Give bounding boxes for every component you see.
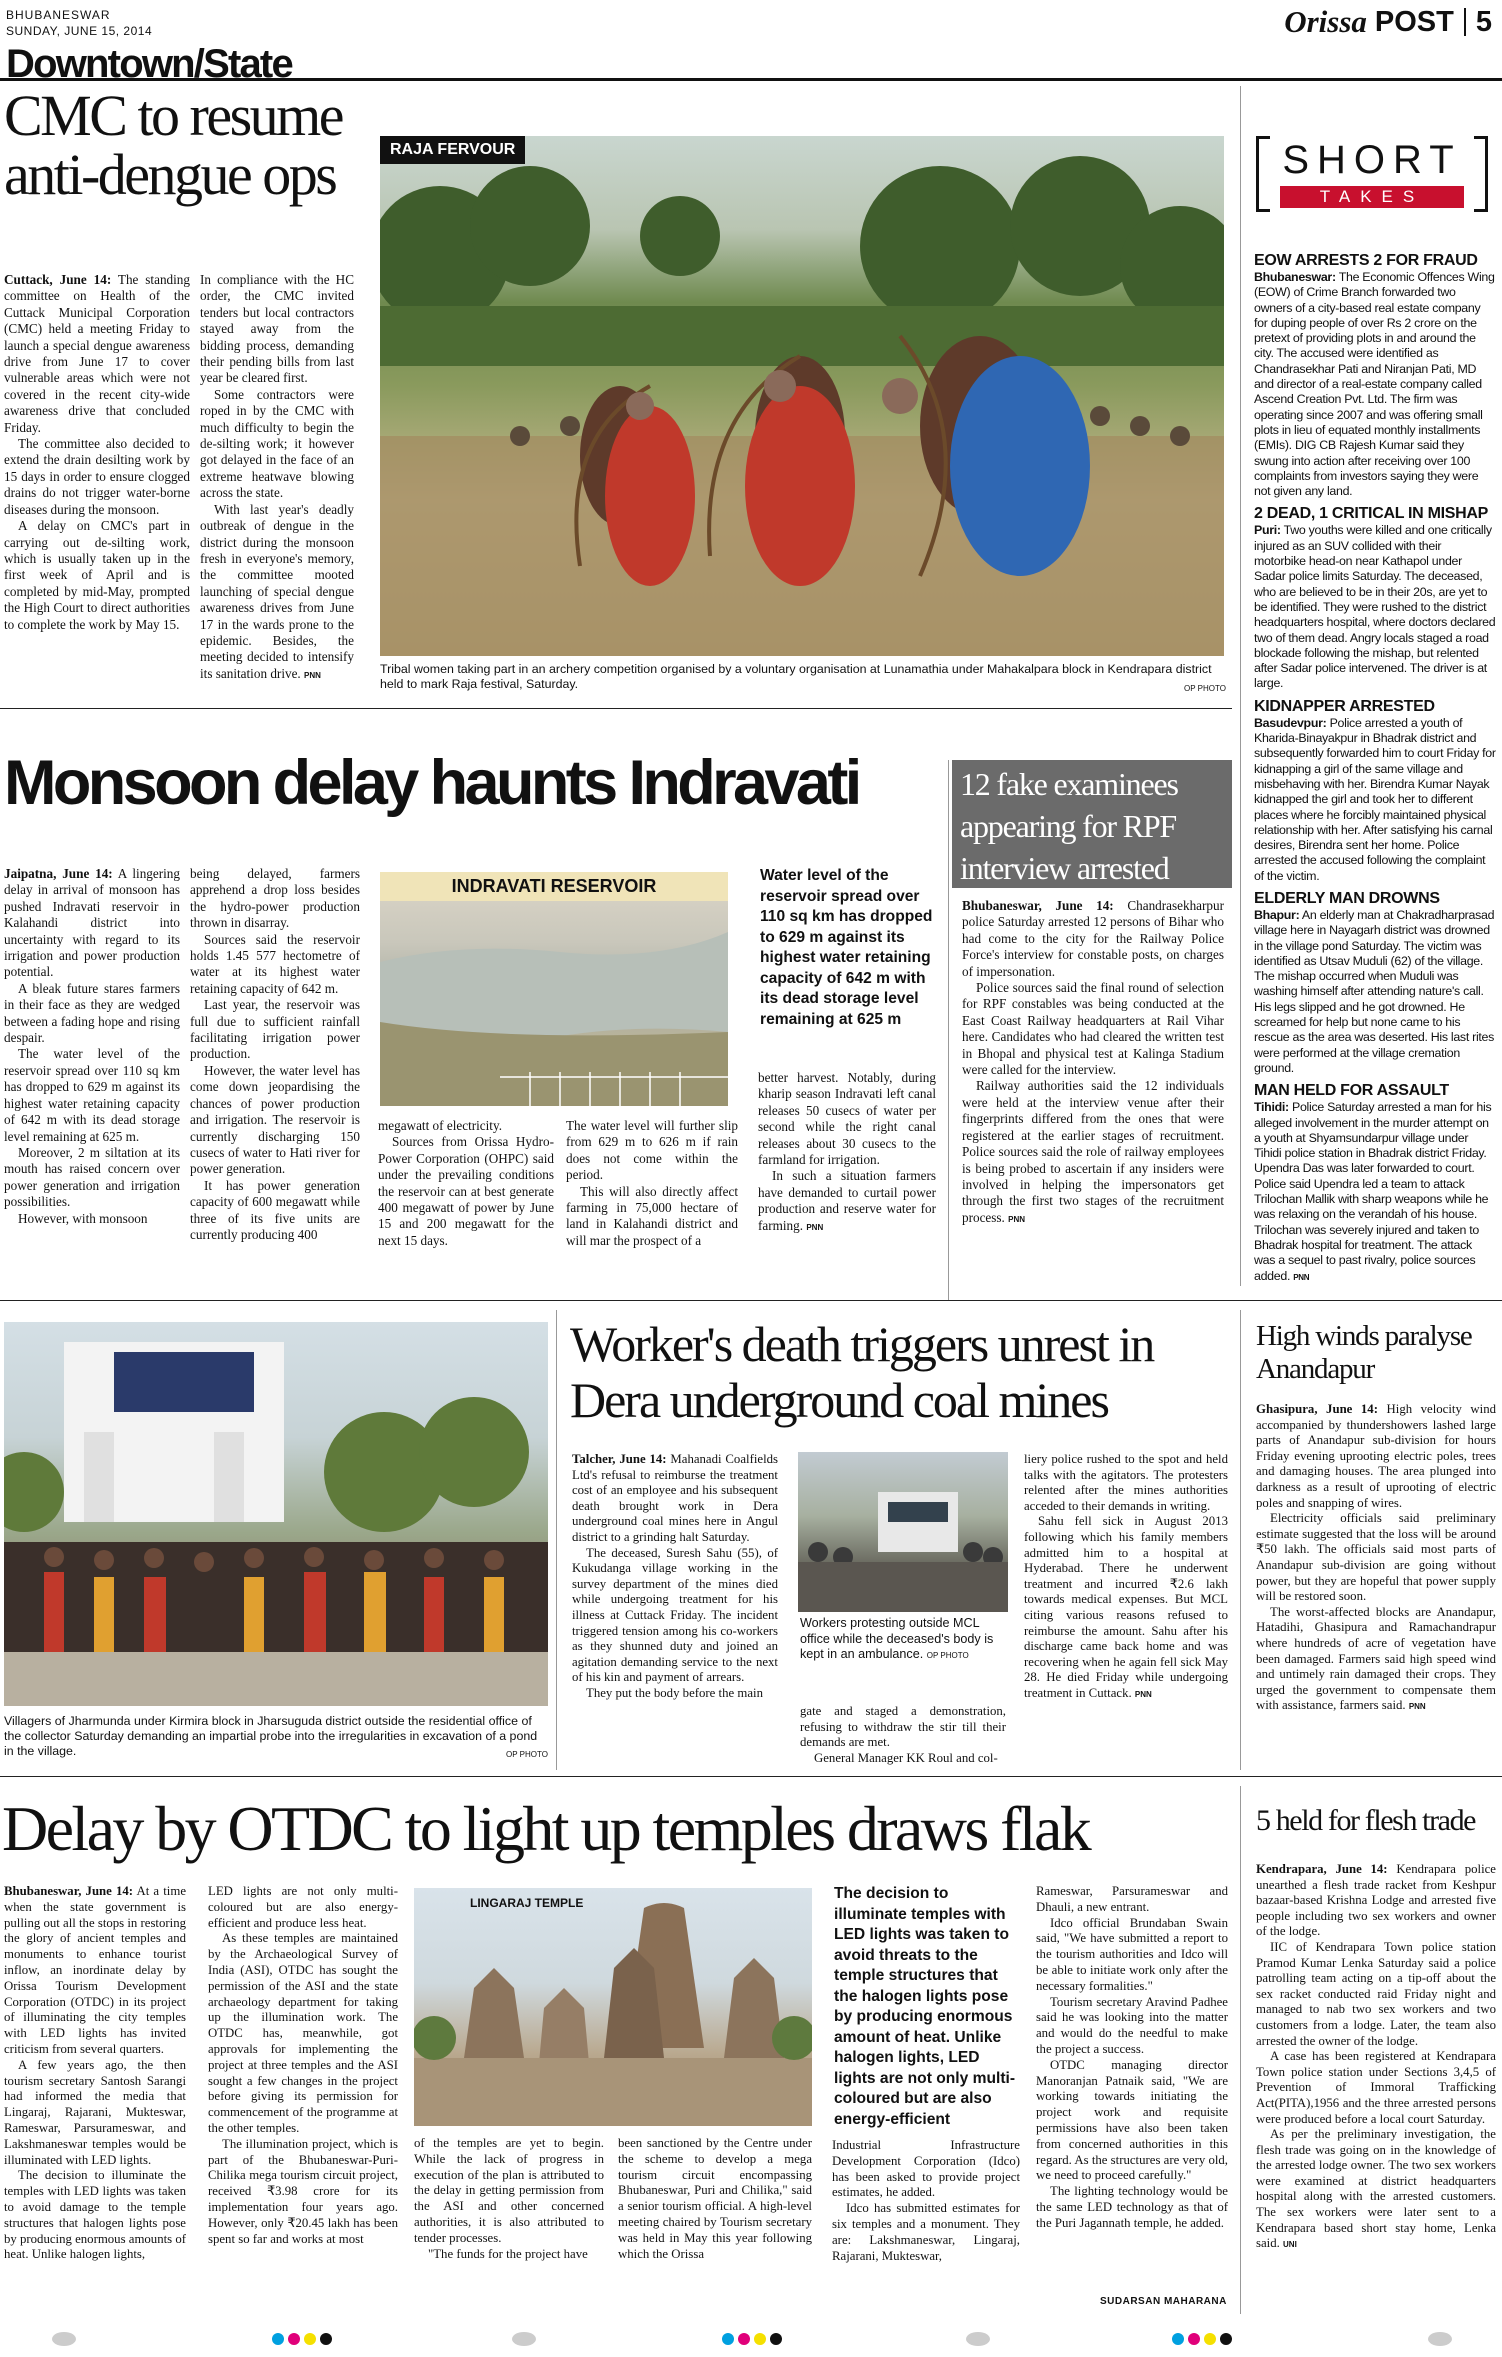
raja-caption-text: Tribal women taking part in an archery competition organised by a voluntary organisation at Lunamathia under Mahakalpara block in Kendrapara district held to mark Raja festival, Saturday. — [380, 662, 1212, 691]
dera-photo-caption-text: Workers protesting outside MCL office while the deceased's body is kept in an ambulance. — [800, 1616, 994, 1662]
short-takes-bracket-left — [1256, 136, 1270, 212]
flesh-p2: IIC of Kendrapara Town police station Pramod Kumar Lenka Saturday said a police patrolling team acting on a tip-off about the sex racket conducted raid Friday night and managed to nab two sex workers and two customers from a lodge. Later, the team also arrested the owner of the lodge. — [1256, 1939, 1496, 2048]
rule-under-dera — [0, 1776, 1502, 1777]
indravati-p2: A bleak future stares farmers in their face as they are wedged between a fading hope and rising despair. — [4, 980, 180, 1046]
flesh-signoff: UNI — [1283, 2240, 1297, 2250]
indravati-p6: being delayed, farmers apprehend a drop loss besides the hydro-power production thrown in disarray. — [190, 866, 360, 931]
dera-photo-credit: OP PHOTO — [926, 1651, 969, 1661]
lingaraj-photo-art — [414, 1888, 812, 2126]
jharsuguda-caption-text: Villagers of Jharmunda under Kirmira block in Jharsuguda district outside the residential office of the collector Saturday demanding an impartial probe into the irregularities in excavation of a pond in the village. — [4, 1714, 538, 1758]
indravati-p3: The water level of the reservoir spread over 110 sq km has dropped to 629 m against its highest water retaining capacity of 642 m with its dead storage level remaining at 625 m. — [4, 1046, 180, 1144]
otdc-p4: LED lights are not only multi-coloured but are also energy-efficient and produce less heat. — [208, 1884, 398, 1930]
otdc-p6: The illumination project, which is part of the Bhubaneswar-Puri-Chilika mega tourism circuit project, received ₹3.98 crore for its implementation four years ago. However, only ₹20.45 lakh has been spent so far and works at most — [208, 2136, 398, 2246]
indravati-p1: A lingering delay in arrival of monsoon has pushed Indravati reservoir in Kalahandi district into uncertainty with regard to its irrigation and power production potential. — [4, 866, 180, 980]
otdc-p10: Industrial Infrastructure Development Corporation (Idco) has been asked to provide project estimates, he added. — [832, 2138, 1020, 2200]
rpf-dateline: Bhubaneswar, June 14: — [962, 898, 1114, 913]
short-takes-logo-top: SHORT — [1282, 138, 1462, 182]
raja-label: RAJA FERVOUR — [380, 136, 525, 164]
flesh-headline: 5 held for flesh trade — [1256, 1804, 1476, 1837]
cmc-p5: Some contractors were roped in by the CMC with much difficulty to begin the de-silting work; it however got delayed in the face of an extreme heatwave blowing across the state. — [200, 386, 354, 501]
indravati-p13: The water level will further slip from 629 m to 626 m if rain does not come within the period. — [566, 1118, 738, 1183]
short-take-3-body: Police arrested a youth of Kharida-Binayakpur in Bhadrak district and subsequently forwarded him to court Friday for kidnapping a girl of the same village and misbehaving with her. Birendra Kumar Nayak kidnapped the girl and took her to different places where he forcibly maintained physical relationship with her. After satisfying his carnal desires, Birendra sent her home. Police arrested the accused following the complaint of the victim. — [1254, 715, 1496, 883]
short-take-1-head: EOW ARRESTS 2 FOR FRAUD — [1254, 252, 1478, 269]
indravati-p5: However, with monsoon — [18, 1210, 148, 1226]
cmc-p6: With last year's deadly outbreak of dengue in the district during the monsoon fresh in everyone's memory, the committee mooted launching of special dengue awareness drives from June 17 in the wards prone to the epidemic. Besides, the meeting decided to intensify its sanitation drive. — [200, 501, 354, 681]
rpf-headline: 12 fake examinees appearing for RPF interview arrested — [960, 766, 1178, 886]
anandapur-divider — [1240, 1310, 1241, 1770]
otdc-p11: Idco has submitted estimates for six temples and a monument. They are: Lakshmaneswar, Lingaraj, Rajarani, Mukteswar, — [832, 2201, 1020, 2263]
rpf-p2: Police sources said the final round of selection for RPF constables was being conducted at the East Coast Railway headquarters at Rail Vihar here. Candidates who had cleared the written test in Bhopal and physical test at Kalinga Stadium were called for the interview. — [962, 980, 1224, 1078]
anandapur-signoff: PNN — [1408, 1702, 1426, 1712]
dera-photo-art — [798, 1452, 1008, 1612]
otdc-p15: OTDC managing director Manoranjan Patnaik said, "We are working towards initiating the project work and requisite permissions have also been taken from concerned authorities in this regard. As the structures are very old, we need to proceed carefully." — [1036, 2057, 1228, 2183]
anandapur-p1: High velocity wind accompanied by thundershowers lashed large parts of Anandapur sub-division for hours Friday evening uprooting electric poles, trees and damaging houses. The area plunged into darkness as a result of uprooting of electric poles and snapping of wires. — [1256, 1402, 1496, 1510]
reg-oval-1 — [52, 2332, 76, 2346]
raja-photo-art — [380, 136, 1224, 656]
reg-oval-2 — [512, 2332, 536, 2346]
otdc-p3: The decision to illuminate the temples with LED lights was taken to avoid damage to the temple structures that halogen lights pose by producing enormous amounts of heat. Unlike halogen lights, — [4, 2168, 186, 2262]
indravati-p4: Moreover, 2 m siltation at its mouth has raised concern over power generation and irrigation possibilities. — [4, 1144, 180, 1210]
indravati-p14: This will also directly affect farming in 75,000 hectare of land in Kalahandi district and will mar the prospect of a — [566, 1183, 738, 1248]
short-take-2 — [1254, 505, 1496, 691]
lingaraj-photo — [414, 1888, 812, 2126]
cmc-p4: In compliance with the HC order, the CMC invited tenders but local contractors stayed away from the bidding process, demanding their pending bills from last year be cleared first. — [200, 272, 354, 386]
cmc-p2: The committee also decided to extend the drain desilting work by 15 days in order to ensure clogged drains do not trigger water-borne diseases during the monsoon. — [4, 436, 190, 517]
dera-headline — [570, 1316, 1230, 1428]
raja-credit: OP PHOTO — [1184, 684, 1226, 693]
flesh-dateline: Kendrapara, June 14: — [1256, 1862, 1388, 1876]
otdc-col4 — [618, 2136, 812, 2304]
raja-caption — [380, 662, 1224, 692]
indravati-p11: megawatt of electricity. — [378, 1118, 502, 1133]
short-takes-divider — [1240, 86, 1241, 1286]
indravati-p15: better harvest. Notably, during kharip season Indravati left canal releases 50 cusecs of water per second while the right canal releases about 30 cusecs to the farmland for irrigation. — [758, 1070, 936, 1168]
dera-p7: Sahu fell sick in August 2013 following which his family members admitted him to a hospital at Hyderabad. There he underwent treatment and incurred ₹2.6 lakh towards medical expenses. But MCL citing various reasons refused to reimburse the amount. Sahu after his discharge came back home and was recovering when he again fell sick May 28. He died Friday while undergoing treatment in Cuttack. — [1024, 1514, 1228, 1700]
otdc-byline: SUDARSAN MAHARANA — [1100, 2296, 1227, 2307]
jharsuguda-photo — [4, 1322, 548, 1706]
flesh-body — [1256, 1862, 1496, 2312]
short-takes-logo-bottom: TAKES — [1280, 186, 1464, 208]
indravati-photo-art — [380, 872, 728, 1106]
rpf-p1: Chandrasekharpur police Saturday arrested 12 persons of Bihar who had come to the city for the Railway Police Force's interview for constable posts, on charges of impersonation. — [962, 898, 1224, 979]
cmc-headline-line2: anti-dengue ops — [4, 142, 336, 208]
short-take-1 — [1254, 252, 1496, 499]
reg-dot-black-3 — [1220, 2333, 1232, 2345]
cmc-headline-line1: CMC to resume — [4, 83, 343, 148]
cmc-headline — [4, 83, 374, 208]
dera-col2 — [800, 1704, 1006, 1770]
indravati-col3 — [378, 1118, 554, 1298]
reg-dot-magenta-1 — [288, 2333, 300, 2345]
indravati-photo — [380, 872, 728, 1106]
indravati-p10: It has power generation capacity of 600 megawatt while three of its five units are currently producing 400 — [190, 1177, 360, 1242]
page-number: 5 — [1475, 5, 1492, 38]
dera-photo — [798, 1452, 1008, 1612]
dera-p4: gate and staged a demonstration, refusing to withdraw the stir till their demands are met. — [800, 1704, 1006, 1750]
otdc-dateline: Bhubaneswar, June 14: — [4, 1884, 134, 1898]
reg-dot-magenta-2 — [738, 2333, 750, 2345]
flesh-divider — [1240, 1786, 1241, 2314]
short-take-4-dateline: Bhapur: — [1254, 907, 1300, 922]
indravati-photo-label: INDRAVATI RESERVOIR — [380, 872, 728, 901]
rpf-headline-box — [952, 760, 1232, 888]
reg-dot-cyan-1 — [272, 2333, 284, 2345]
short-take-1-body: The Economic Offences Wing (EOW) of Crime Branch forwarded two owners of a city-based real estate company for duping people of over Rs 2 crore on the pretext of providing plots in and around the city. The accused were identified as Chandrasekhar Pati and Niranjan Pati, MD and director of a real-estate company called Ascend Creation Pvt. Ltd. The firm was operating since 2007 and was offering small plots in lieu of equated monthly installments (EMIs). DIG CB Rajesh Kumar said they swung into action after receiving over 100 complaints from investors saying they were not given any land. — [1254, 270, 1495, 499]
paper-logo-italic: Orissa — [1284, 4, 1367, 39]
dera-p5: General Manager KK Roul and col- — [814, 1750, 998, 1765]
indravati-pullquote: Water level of the reservoir spread over 110 sq km has dropped to 629 m against its highest water retaining capacity of 642 m with its dead storage level remaining at 625 m — [760, 867, 933, 1028]
short-take-3-head: KIDNAPPER ARRESTED — [1254, 697, 1435, 715]
short-take-2-body: Two youths were killed and one critically injured as an SUV collided with their motorbike head-on near Kathapol under Sadar police limits Saturday. The deceased, who are believed to be in their 20s, are yet to be identified. They were rushed to the district headquarters hospital, where doctors declared two of them dead. Angry locals staged a road blockade following the mishap, but relented after Sadar police intervened. The driver is at large. — [1254, 523, 1496, 691]
paper-logo — [1284, 4, 1492, 40]
reg-dot-yellow-3 — [1204, 2333, 1216, 2345]
short-take-2-dateline: Puri: — [1254, 523, 1281, 538]
otdc-pullquote: The decision to illuminate temples with LED lights was taken to avoid threats to the temple structures that the halogen lights pose by producing enormous amount of heat. Unlike halogen lights, LED lights are not only multi-coloured but are also energy-efficient — [834, 1885, 1016, 2128]
indravati-p8: Last year, the reservoir was full due to sufficient rainfall facilitating irrigation power production. — [190, 997, 360, 1062]
short-take-3 — [1254, 698, 1496, 884]
dera-p1: Mahanadi Coalfields Ltd's refusal to reimburse the treatment cost of an employee and his subsequent death brought work in Dera underground coal mines here in Angul district to a grinding halt Saturday. — [572, 1452, 778, 1544]
jharsuguda-credit: OP PHOTO — [506, 1750, 548, 1759]
masthead-city: BHUBANESWAR — [6, 8, 111, 22]
anandapur-headline: High winds paralyse Anandapur — [1256, 1320, 1472, 1385]
indravati-p16: In such a situation farmers have demanded to curtail power production and reserve water for farming. — [758, 1168, 936, 1233]
paper-logo-bold: POST — [1374, 5, 1454, 38]
otdc-col2 — [208, 1884, 398, 2304]
otdc-col5 — [832, 2138, 1020, 2304]
otdc-p5: As these temples are maintained by the Archaeological Survey of India (ASI), OTDC has sought the permission of the ASI and the state archaeology department for taking up the illumination work. The OTDC has, meanwhile, got approvals for implementing the project at three temples and the ASI sought a few changes in the project before giving its permission for commencement of the programme at the other temples. — [208, 1931, 398, 2135]
reg-dot-yellow-2 — [754, 2333, 766, 2345]
indravati-p12: Sources from Orissa Hydro-Power Corporation (OHPC) said under the prevailing conditions the reservoir can at best generate 400 megawatt of power by June 15 and 200 megawatt for the next 15 days. — [378, 1134, 554, 1248]
reg-oval-3 — [966, 2332, 990, 2346]
short-take-4-head: ELDERLY MAN DROWNS — [1254, 889, 1440, 907]
cmc-col2 — [200, 272, 354, 702]
reg-oval-4 — [1428, 2332, 1452, 2346]
masthead-date: SUNDAY, JUNE 15, 2014 — [6, 24, 153, 38]
indravati-p7: Sources said the reservoir holds 1.45 577 hectometre of water at its highest water retaining capacity of 642 m. — [190, 931, 360, 996]
otdc-p1: At a time when the state government is pulling out all the stops in restoring the glory of ancient temples and monuments to enhance tourist inflow, an inordinate delay by Orissa Tourism Development Corporation (OTDC) in its project of illuminating the city temples with LED lights has invited criticism from several quarters. — [4, 1884, 186, 2056]
dera-col3 — [1024, 1452, 1228, 1770]
dera-dateline: Talcher, June 14: — [572, 1452, 667, 1466]
otdc-headline: Delay by OTDC to light up temples draws flak — [2, 1793, 1090, 1864]
reg-dot-black-2 — [770, 2333, 782, 2345]
otdc-col1 — [4, 1884, 186, 2304]
indravati-col1 — [4, 866, 180, 1298]
rpf-p3: Railway authorities said the 12 individuals were held at the interview venue after their fingerprints differed from the ones that were registered at the earlier stages of recruitment. Police sources said the role of railway employees is being probed to ascertain if any insiders were involved in helping the impersonators get through the first two stages of the recruitment process. — [962, 1078, 1224, 1225]
dera-col1 — [572, 1452, 778, 1770]
dera-p2: The deceased, Suresh Sahu (55), of Kukudanga village working in the survey department of the mines died while undergoing treatment for his illness at Cuttack Friday. The incident triggered tension among his co-workers as they shunned duty and joined an agitation demanding service to the next of his kin and payment of arrears. — [572, 1545, 778, 1685]
cmc-dateline: Cuttack, June 14: — [4, 272, 112, 287]
rpf-divider — [948, 760, 949, 1300]
flesh-p3: A case has been registered at Kendrapara Town police station under Sections 3,4,5 of Prevention of Immoral Trafficking Act(PITA),1956 and the three arrested persons were produced before a local court Saturday. — [1256, 2049, 1496, 2126]
reg-dot-black-1 — [320, 2333, 332, 2345]
section-title: Downtown/State — [6, 42, 292, 86]
logo-divider — [1464, 8, 1466, 36]
indravati-col4 — [566, 1118, 738, 1298]
short-take-5-signoff: PNN — [1293, 1272, 1310, 1282]
anandapur-dateline: Ghasipura, June 14: — [1256, 1402, 1378, 1416]
dera-photo-caption — [800, 1616, 1008, 1664]
lingaraj-label: LINGARAJ TEMPLE — [470, 1896, 584, 1910]
reg-dot-cyan-3 — [1172, 2333, 1184, 2345]
dera-headline-line1: Worker's death triggers unrest in — [570, 1316, 1154, 1372]
rpf-body — [962, 898, 1224, 1298]
otdc-p9: been sanctioned by the Centre under the scheme to develop a mega tourism circuit encompassing Bhubaneswar, Puri and Chilika," said a senior tourism official. A high-level meeting chaired by Tourism secretary was held in May this year following which the Orissa — [618, 2136, 812, 2261]
indravati-col5 — [758, 1070, 936, 1298]
short-takes-column — [1254, 252, 1496, 1286]
otdc-p12: Rameswar, Parsurameswar and Dhauli, a new entrant. — [1036, 1884, 1228, 1914]
otdc-p8: "The funds for the project have — [428, 2246, 588, 2261]
dera-p3: They put the body before the main — [586, 1685, 763, 1700]
indravati-p9: However, the water level has come down jeopardising the chances of power production and irrigation. The reservoir is currently discharging 150 cusecs of water to Hati river for power generation. — [190, 1062, 360, 1177]
rpf-signoff: PNN — [1008, 1214, 1026, 1224]
short-take-3-dateline: Basudevpur: — [1254, 715, 1327, 730]
flesh-p1: Kendrapara police unearthed a flesh trade racket from Keshpur bazaar-based Krishna Lodge and arrested five people including two sex workers and owner of the lodge. — [1256, 1862, 1496, 1939]
short-takes-logo — [1256, 136, 1488, 212]
masthead-rule — [0, 78, 1502, 81]
otdc-p13: Idco official Brundaban Swain said, "We have submitted a report to the tourism authorities and Idco will be able to initiate work only after the necessary formalities." — [1036, 1915, 1228, 1993]
jharsuguda-caption — [4, 1714, 544, 1759]
short-take-5-head: MAN HELD FOR ASSAULT — [1254, 1082, 1449, 1100]
short-take-5-dateline: Tihidi: — [1254, 1100, 1289, 1115]
short-take-1-dateline: Bhubaneswar: — [1254, 270, 1336, 284]
rule-under-indravati — [0, 1300, 1502, 1301]
jharsuguda-photo-art — [4, 1322, 548, 1706]
short-take-4-body: An elderly man at Chakradharprasad village here in Nayagarh district was drowned in the village pond Saturday. The victim was identified as Utsav Muduli (62) of the village. The mishap occurred when Muduli was washing himself after attending nature's call. His legs slipped and he got drowned. He screamed for help but none came to his rescue as the area was deserted. His last rites were performed at the village cremation ground. — [1254, 907, 1495, 1075]
dera-signoff: PNN — [1134, 1689, 1152, 1699]
indravati-signoff: PNN — [806, 1222, 824, 1232]
indravati-dateline: Jaipatna, June 14: — [4, 866, 113, 881]
raja-photo — [380, 136, 1224, 656]
short-take-5-body: Police Saturday arrested a man for his alleged involvement in the murder attempt on a youth at Shyamsundarpur village under Tihidi police station in Bhadrak district Friday. Upendra Das was later forwarded to court. Police said Upendra led a team to attack Trilochan Mallik with sharp weapons while he was relaxing on the verandah of his house. Trilochan was severely injured and taken to Bhadrak hospital for treatment. The attack was a sequel to past rivalry, police sources added. — [1254, 1100, 1492, 1283]
otdc-p2: A few years ago, the then tourism secretary Santosh Sarangi had informed the media that Lingaraj, Rajarani, Mukteswar, Rameswar, Parsurameswar, and Lakshmaneswar temples would be illuminated with LED lights. — [4, 2057, 186, 2167]
dera-headline-line2: Dera underground coal mines — [570, 1372, 1108, 1428]
indravati-headline: Monsoon delay haunts Indravati — [4, 748, 859, 818]
reg-dot-magenta-3 — [1188, 2333, 1200, 2345]
otdc-p7: of the temples are yet to begin. While the lack of progress in execution of the plan is attributed to the delay in getting permission from the ASI and other concerned authorities, it is also attributed to tender processes. — [414, 2136, 604, 2245]
short-takes-bracket-right — [1474, 136, 1488, 212]
dera-divider — [556, 1310, 557, 1770]
cmc-signoff: PNN — [304, 670, 321, 680]
cmc-col1 — [4, 272, 190, 702]
rule-under-cmc — [0, 708, 1232, 709]
anandapur-body — [1256, 1402, 1496, 1770]
otdc-col6 — [1036, 1884, 1228, 2294]
otdc-col3 — [414, 2136, 604, 2304]
otdc-p16: The lighting technology would be the same LED technology as that of the Puri Jagannath temple, he added. — [1036, 2184, 1228, 2230]
short-take-5 — [1254, 1082, 1496, 1285]
anandapur-p2: Electricity officials said preliminary estimate suggested that the loss will be around ₹50 lakh. The officials said most parts of Anandapur sub-division are going without power, but they are hopeful that power supply will be restored soon. — [1256, 1511, 1496, 1604]
short-take-4 — [1254, 890, 1496, 1076]
otdc-p14: Tourism secretary Aravind Padhee said he was looking into the matter and would do the needful to make the project a success. — [1036, 1994, 1228, 2056]
indravati-col2 — [190, 866, 360, 1298]
cmc-p3: A delay on CMC's part in carrying out de-silting work, which is usually taken up in the first week of April and is completed by mid-May, prompted the High Court to direct authorities to complete the work by May 15. — [4, 518, 190, 632]
anandapur-p3: The worst-affected blocks are Anandapur, Hatadihi, Ghasipura and Ramachandrapur where hundreds of acre of vegetation have been damaged. Farmers said high speed wind and untimely rain damaged their crops. They urged the government to compensate them with assistance, farmers said. — [1256, 1604, 1496, 1713]
reg-dot-yellow-1 — [304, 2333, 316, 2345]
short-take-2-head: 2 DEAD, 1 CRITICAL IN MISHAP — [1254, 505, 1488, 523]
dera-p6: liery police rushed to the spot and held talks with the agitators. The protesters relented after the mines authorities acceded to their demands in writing. — [1024, 1452, 1228, 1513]
reg-dot-cyan-2 — [722, 2333, 734, 2345]
flesh-p4: As per the preliminary investigation, the flesh trade was going on in the knowledge of the arrested lodge owner. The two sex workers were examined at district headquarters hospital along with the arrested customers. The sex workers were later sent to a Kendrapara based short stay home, Lenka said. — [1256, 2127, 1496, 2251]
cmc-p1: The standing committee on Health of the Cuttack Municipal Corporation (CMC) held a meeting Friday to launch a special dengue awareness drive from June 17 to cover vulnerable areas which were not covered in the recent city-wide awareness drive that concluded Friday. — [4, 272, 190, 435]
